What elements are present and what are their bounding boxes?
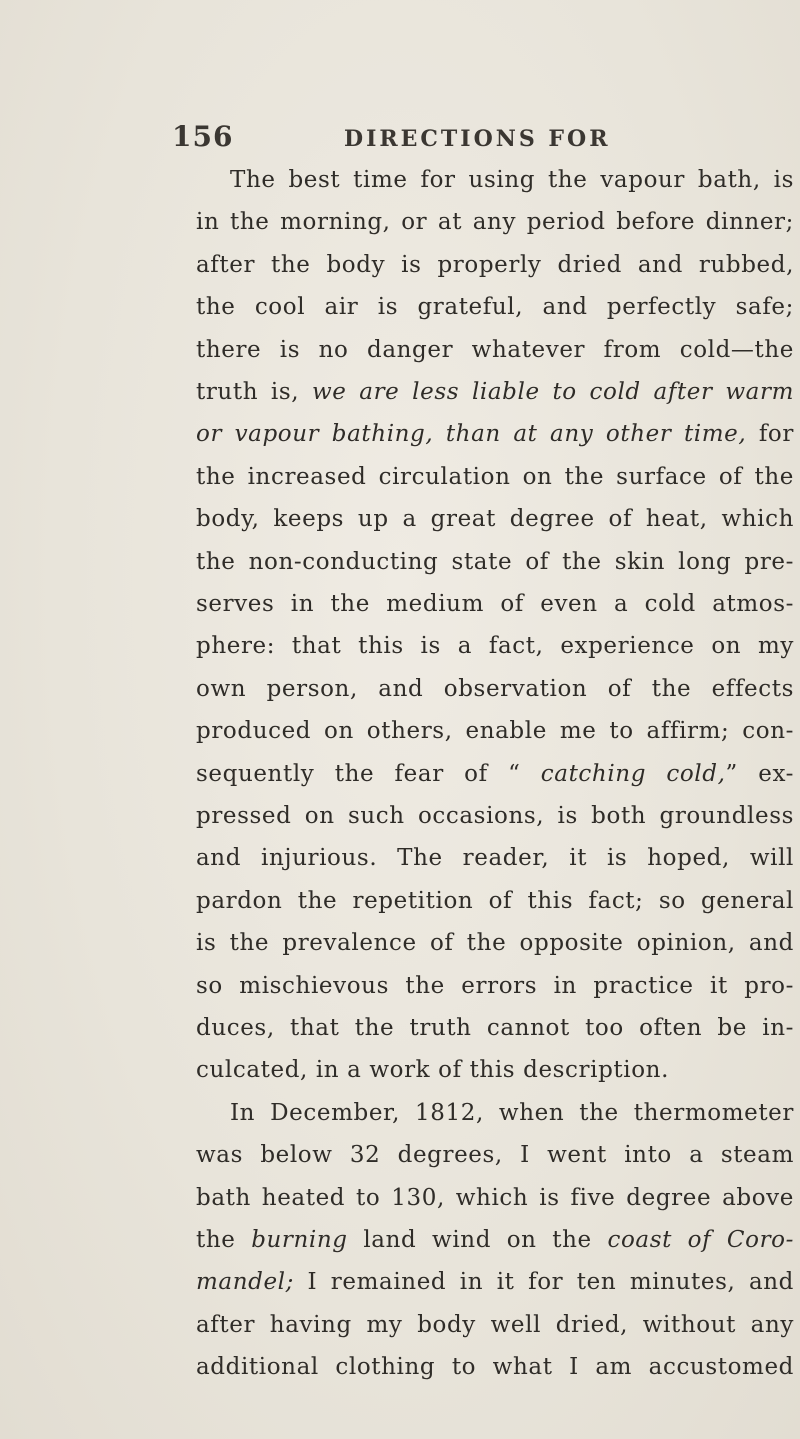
- running-title: DIRECTIONS FOR: [344, 126, 611, 152]
- text-line: or vapour bathing, than at any other time, for: [196, 421, 794, 448]
- text-line: body, keeps up a great degree of heat, which: [196, 506, 794, 533]
- text-line: the increased circulation on the surface of the: [196, 463, 794, 490]
- text-line: the burning land wind on the coast of Coro-: [196, 1227, 794, 1253]
- text-line: duces, that the truth cannot too often be in-: [196, 1015, 794, 1041]
- text-line: pardon the repetition of this fact; so general: [196, 887, 794, 914]
- text-line: so mischievous the errors in practice it pro-: [196, 972, 794, 999]
- text-line: additional clothing to what I am accustomed: [196, 1354, 794, 1381]
- text-line: is the prevalence of the opposite opinion, and: [196, 930, 794, 957]
- text-line: after the body is properly dried and rubbed,: [196, 251, 794, 278]
- text-line: the cool air is grateful, and perfectly safe;: [196, 294, 794, 321]
- text-line: serves in the medium of even a cold atmos-: [196, 591, 794, 617]
- text-line: sequently the fear of “ catching cold,” ex-: [196, 760, 794, 787]
- text-line: after having my body well dried, without any: [196, 1311, 794, 1338]
- text-line: bath heated to 130, which is five degree above: [196, 1184, 794, 1211]
- page-number: 156: [172, 120, 234, 153]
- text-line: produced on others, enable me to affirm; con-: [196, 718, 794, 745]
- text-line: In December, 1812, when the thermometer: [230, 1099, 794, 1126]
- text-line: and injurious. The reader, it is hoped, will: [196, 845, 794, 872]
- running-head: [172, 120, 772, 160]
- text-line: phere: that this is a fact, experience on my: [196, 633, 794, 660]
- text-line: there is no danger whatever from cold—the: [196, 336, 794, 363]
- text-line: was below 32 degrees, I went into a steam: [196, 1142, 794, 1169]
- text-line: truth is, we are less liable to cold after warm: [196, 379, 794, 405]
- text-line: pressed on such occasions, is both groundless: [196, 803, 794, 829]
- text-line: own person, and observation of the effects: [196, 675, 794, 702]
- text-line: mandel; I remained in it for ten minutes, and: [196, 1269, 794, 1296]
- text-line: the non-conducting state of the skin long pre-: [196, 548, 794, 575]
- text-line: in the morning, or at any period before dinner;: [196, 209, 794, 236]
- text-line: The best time for using the vapour bath, is: [230, 167, 794, 193]
- text-line: culcated, in a work of this description.: [196, 1057, 669, 1084]
